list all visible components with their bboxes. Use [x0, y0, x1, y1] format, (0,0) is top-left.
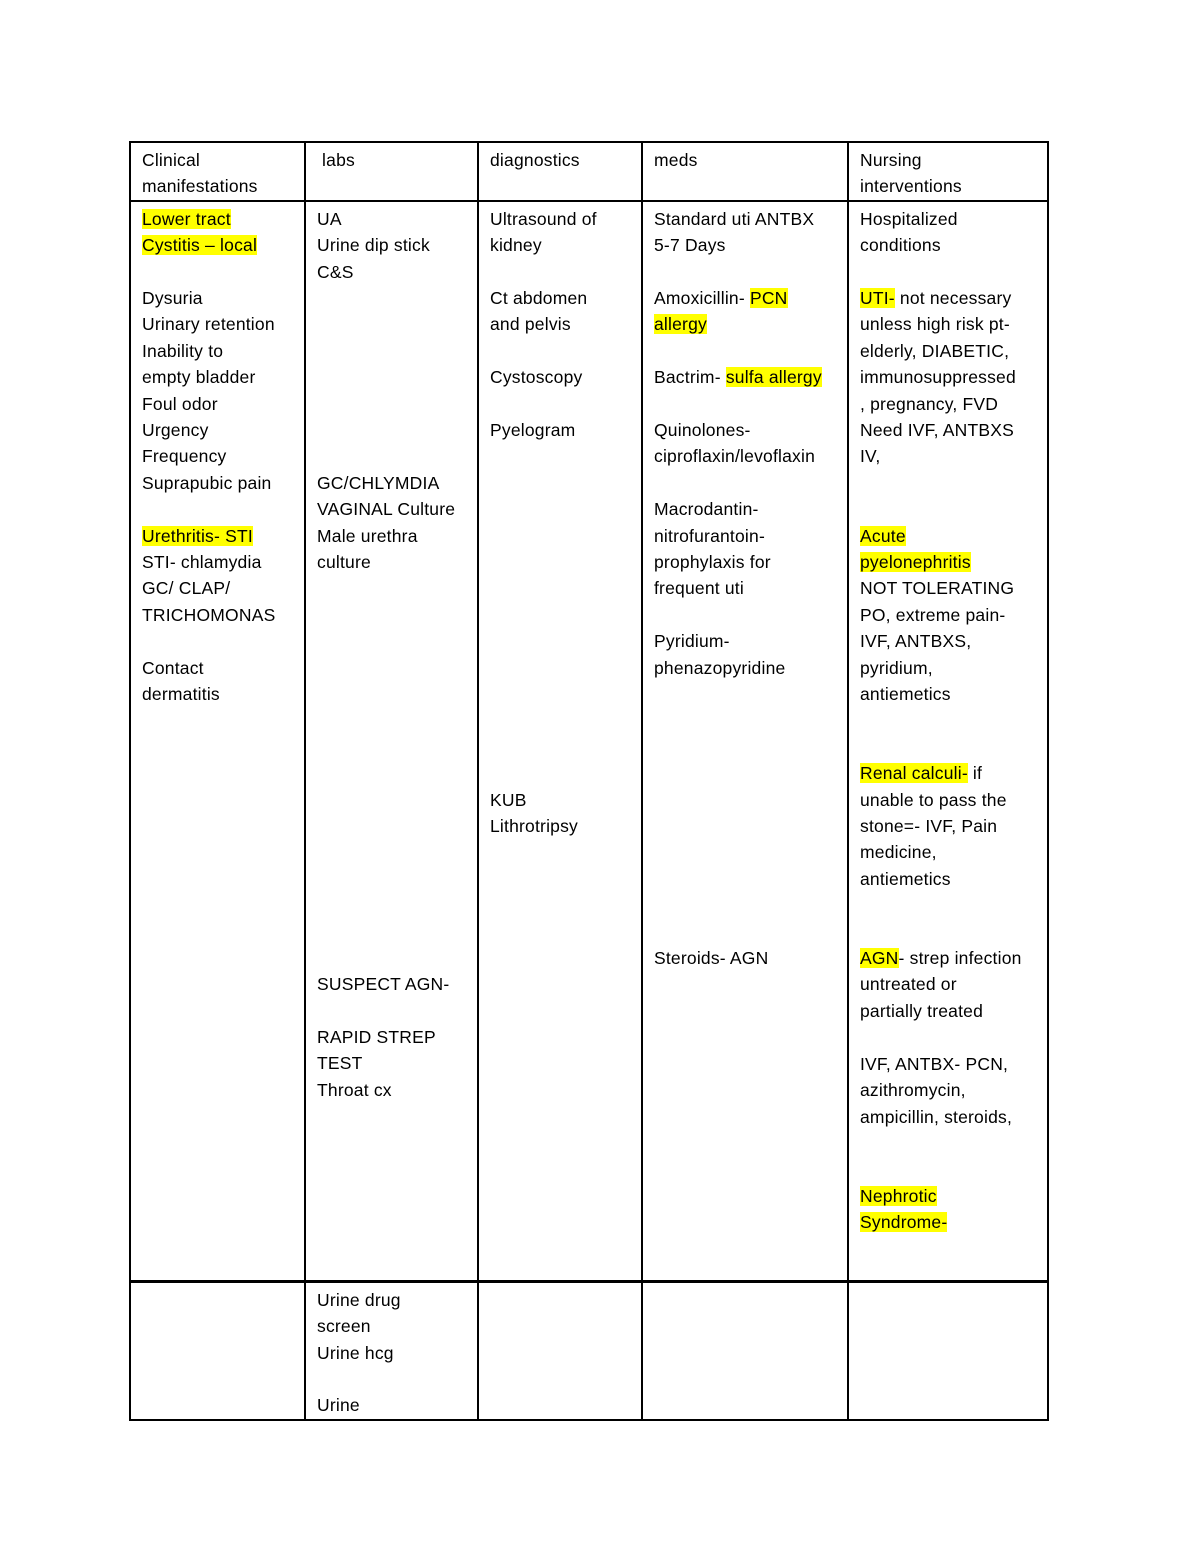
text-segment: antiemetics: [860, 684, 951, 705]
header-meds: [642, 142, 848, 201]
text-segment: Throat cx: [317, 1079, 392, 1100]
text-line: [317, 417, 467, 443]
text-line: [317, 285, 467, 311]
text-segment: frequent uti: [654, 578, 744, 599]
text-line: [490, 813, 631, 839]
text-line: [654, 945, 837, 971]
text-line: [860, 707, 1037, 733]
text-segment: Urgency: [142, 420, 209, 441]
text-line: [490, 443, 631, 469]
text-segment: unable to pass the: [860, 789, 1007, 810]
text-segment: Bactrim-: [654, 367, 726, 388]
text-line: [860, 813, 1037, 839]
text-line: [860, 417, 1037, 443]
text-line: [317, 1287, 467, 1313]
highlighted-text: Cystitis – local: [142, 235, 258, 256]
text-line: [654, 707, 837, 733]
text-segment: immunosuppressed: [860, 367, 1016, 388]
text-line: [317, 760, 467, 786]
text-line: [142, 523, 294, 549]
text-line: [317, 232, 467, 258]
text-line: [860, 311, 1037, 337]
text-segment: Inability to: [142, 340, 224, 361]
text-line: [317, 575, 467, 601]
text-segment: GC/CHLYMDIA: [317, 472, 440, 493]
text-line: [654, 496, 837, 522]
text-line: [490, 707, 631, 733]
text-segment: if: [967, 763, 983, 784]
text-segment: culture: [317, 551, 371, 572]
text-line: [860, 338, 1037, 364]
cell-labs-2: [305, 1281, 478, 1420]
text-line: [317, 470, 467, 496]
text-line: [654, 259, 837, 285]
text-line: [860, 1024, 1037, 1050]
text-line: [490, 232, 631, 258]
header-clinical-manifestations: [130, 142, 305, 201]
text-segment: Dysuria: [142, 288, 203, 309]
text-line: [317, 496, 467, 522]
text-line: [317, 866, 467, 892]
text-segment: PO, extreme pain-: [860, 604, 1006, 625]
text-line: [654, 285, 837, 311]
text-line: [317, 971, 467, 997]
text-line: [142, 655, 294, 681]
highlighted-text: AGN: [860, 948, 899, 969]
text-line: [142, 311, 294, 337]
text-line: [860, 892, 1037, 918]
text-segment: KUB: [490, 789, 527, 810]
header-text: diagnostics: [490, 150, 580, 170]
text-line: [860, 549, 1037, 575]
text-segment: and pelvis: [490, 314, 571, 335]
text-line: [490, 338, 631, 364]
text-segment: kidney: [490, 235, 542, 256]
highlighted-text: sulfa allergy: [725, 367, 822, 388]
text-line: [860, 734, 1037, 760]
text-segment: TRICHOMONAS: [142, 604, 276, 625]
text-line: [860, 391, 1037, 417]
text-line: [860, 1104, 1037, 1130]
text-segment: RAPID STREP: [317, 1027, 436, 1048]
text-line: [860, 628, 1037, 654]
text-segment: medicine,: [860, 842, 937, 863]
text-line: [654, 919, 837, 945]
text-line: [490, 787, 631, 813]
header-row: [130, 142, 1048, 201]
content-row: [130, 201, 1048, 1282]
text-segment: TEST: [317, 1053, 363, 1074]
cell-diagnostics: [478, 201, 642, 1282]
text-line: [317, 311, 467, 337]
text-segment: Suprapubic pain: [142, 472, 272, 493]
text-line: [142, 338, 294, 364]
text-line: [142, 443, 294, 469]
text-segment: VAGINAL Culture: [317, 499, 456, 520]
header-labs: [305, 142, 478, 201]
text-line: [317, 918, 467, 944]
text-segment: Ultrasound of: [490, 208, 597, 229]
text-segment: Pyelogram: [490, 420, 576, 441]
text-line: [142, 232, 294, 258]
text-line: [317, 602, 467, 628]
text-segment: Urine drug: [317, 1289, 401, 1310]
highlighted-text: Renal calculi-: [860, 763, 968, 784]
text-segment: ciproflaxin/levoflaxin: [654, 446, 816, 467]
text-line: [654, 232, 837, 258]
text-line: [317, 655, 467, 681]
text-line: [317, 734, 467, 760]
text-segment: - strep infection: [898, 948, 1022, 969]
text-line: [860, 945, 1037, 971]
header-text: Clinical manifestations: [142, 150, 258, 197]
header-text: labs: [317, 150, 355, 170]
text-line: [654, 575, 837, 601]
text-segment: Urinary retention: [142, 314, 275, 335]
text-segment: IVF, ANTBX- PCN,: [860, 1053, 1009, 1074]
text-line: [860, 1051, 1037, 1077]
text-line: [317, 813, 467, 839]
text-line: [317, 892, 467, 918]
text-line: [490, 206, 631, 232]
text-line: [317, 945, 467, 971]
text-line: [142, 470, 294, 496]
text-line: [654, 655, 837, 681]
text-line: [490, 681, 631, 707]
text-segment: Urine hcg: [317, 1342, 394, 1363]
text-segment: antiemetics: [860, 868, 951, 889]
text-segment: Lithrotripsy: [490, 815, 578, 836]
text-line: [317, 259, 467, 285]
text-line: [317, 1050, 467, 1076]
text-line: [860, 760, 1037, 786]
text-segment: Pyridium-: [654, 631, 730, 652]
text-line: [654, 206, 837, 232]
text-line: [317, 998, 467, 1024]
notes-table: [129, 141, 1049, 1421]
highlighted-text: PCN: [749, 288, 788, 309]
text-line: [142, 549, 294, 575]
text-line: [860, 998, 1037, 1024]
text-line: [654, 787, 837, 813]
text-line: [654, 338, 837, 364]
text-line: [654, 417, 837, 443]
text-line: [654, 839, 837, 865]
text-line: [317, 1392, 467, 1418]
text-line: [490, 364, 631, 390]
text-segment: phenazopyridine: [654, 657, 786, 678]
cell-nursing-interventions-2: [848, 1281, 1048, 1420]
highlighted-text: UTI-: [860, 288, 895, 309]
text-line: [860, 971, 1037, 997]
text-line: [317, 707, 467, 733]
text-line: [317, 1366, 467, 1392]
text-line: [490, 760, 631, 786]
text-line: [654, 391, 837, 417]
text-line: [860, 839, 1037, 865]
text-line: [317, 628, 467, 654]
cell-clinical-manifestations-2: [130, 1281, 305, 1420]
text-line: [142, 628, 294, 654]
text-line: [317, 443, 467, 469]
text-line: [142, 496, 294, 522]
text-line: [317, 1024, 467, 1050]
text-line: [317, 1313, 467, 1339]
header-nursing-interventions: [848, 142, 1048, 201]
text-line: [860, 364, 1037, 390]
text-segment: Male urethra: [317, 525, 418, 546]
text-line: [317, 364, 467, 390]
text-line: [142, 391, 294, 417]
text-line: [490, 734, 631, 760]
highlighted-text: Acute: [860, 525, 906, 546]
text-segment: prophylaxis for: [654, 552, 771, 573]
text-line: [860, 866, 1037, 892]
text-segment: IV,: [860, 446, 881, 467]
text-segment: not necessary: [894, 288, 1012, 309]
text-line: [860, 1130, 1037, 1156]
text-line: [142, 259, 294, 285]
text-line: [490, 417, 631, 443]
text-line: [654, 734, 837, 760]
highlighted-text: Nephrotic: [860, 1185, 937, 1206]
text-line: [142, 206, 294, 232]
text-line: [317, 523, 467, 549]
cell-clinical-manifestations: [130, 201, 305, 1282]
text-segment: Urine dip stick: [317, 235, 430, 256]
text-segment: , pregnancy, FVD: [860, 393, 999, 414]
text-line: [654, 549, 837, 575]
text-segment: pyridium,: [860, 657, 933, 678]
text-line: [490, 523, 631, 549]
text-segment: NOT TOLERATING: [860, 578, 1015, 599]
text-segment: untreated or: [860, 974, 957, 995]
text-line: [654, 681, 837, 707]
text-segment: unless high risk pt-: [860, 314, 1010, 335]
text-line: [654, 523, 837, 549]
text-segment: Cystoscopy: [490, 367, 583, 388]
highlighted-text: pyelonephritis: [860, 552, 971, 573]
text-line: [860, 1077, 1037, 1103]
text-line: [317, 1077, 467, 1103]
cell-diagnostics-2: [478, 1281, 642, 1420]
text-line: [317, 338, 467, 364]
cell-meds: [642, 201, 848, 1282]
text-line: [654, 760, 837, 786]
text-line: [142, 364, 294, 390]
text-segment: SUSPECT AGN-: [317, 974, 450, 995]
highlighted-text: allergy: [654, 314, 707, 335]
text-line: [654, 364, 837, 390]
header-text: Nursing interventions: [860, 150, 962, 197]
text-segment: dermatitis: [142, 684, 220, 705]
text-line: [142, 575, 294, 601]
text-segment: Standard uti ANTBX: [654, 208, 815, 229]
cell-labs: [305, 201, 478, 1282]
text-line: [860, 1156, 1037, 1182]
text-line: [317, 839, 467, 865]
text-line: [490, 602, 631, 628]
text-segment: UA: [317, 208, 342, 229]
text-line: [860, 259, 1037, 285]
text-line: [860, 1183, 1037, 1209]
text-segment: Amoxicillin-: [654, 288, 750, 309]
text-line: [142, 681, 294, 707]
text-line: [490, 259, 631, 285]
text-segment: Ct abdomen: [490, 288, 588, 309]
text-line: [490, 575, 631, 601]
text-line: [490, 470, 631, 496]
text-line: [860, 919, 1037, 945]
text-segment: Frequency: [142, 446, 227, 467]
text-line: [490, 655, 631, 681]
text-segment: 5-7 Days: [654, 235, 726, 256]
text-segment: Need IVF, ANTBXS: [860, 420, 1014, 441]
text-line: [860, 443, 1037, 469]
text-segment: STI- chlamydia: [142, 552, 262, 573]
text-line: [490, 311, 631, 337]
content-row-2: [130, 1281, 1048, 1420]
text-segment: empty bladder: [142, 367, 256, 388]
text-segment: GC/ CLAP/: [142, 578, 231, 599]
text-line: [860, 496, 1037, 522]
text-segment: screen: [317, 1316, 371, 1337]
text-segment: stone=- IVF, Pain: [860, 816, 998, 837]
text-segment: Hospitalized: [860, 208, 958, 229]
text-line: [490, 549, 631, 575]
text-line: [654, 628, 837, 654]
text-line: [654, 311, 837, 337]
text-segment: Foul odor: [142, 393, 218, 414]
text-segment: Urine: [317, 1395, 360, 1416]
text-line: [654, 813, 837, 839]
text-line: [860, 523, 1037, 549]
text-line: [860, 575, 1037, 601]
text-line: [654, 892, 837, 918]
text-line: [142, 285, 294, 311]
text-line: [317, 391, 467, 417]
text-line: [860, 602, 1037, 628]
text-line: [860, 206, 1037, 232]
text-line: [317, 206, 467, 232]
text-line: [142, 417, 294, 443]
text-line: [860, 232, 1037, 258]
text-segment: azithromycin,: [860, 1080, 966, 1101]
text-segment: partially treated: [860, 1000, 984, 1021]
text-segment: nitrofurantoin-: [654, 525, 765, 546]
text-line: [142, 602, 294, 628]
header-diagnostics: [478, 142, 642, 201]
text-line: [317, 787, 467, 813]
highlighted-text: Syndrome-: [860, 1212, 948, 1233]
text-segment: C&S: [317, 261, 354, 282]
text-segment: conditions: [860, 235, 941, 256]
text-line: [860, 285, 1037, 311]
text-line: [860, 655, 1037, 681]
text-line: [654, 443, 837, 469]
cell-meds-2: [642, 1281, 848, 1420]
text-line: [654, 866, 837, 892]
highlighted-text: Urethritis- STI: [142, 525, 253, 546]
text-line: [490, 496, 631, 522]
text-segment: ampicillin, steroids,: [860, 1106, 1013, 1127]
cell-nursing-interventions: [848, 201, 1048, 1282]
text-segment: IVF, ANTBXS,: [860, 631, 972, 652]
text-segment: Quinolones-: [654, 420, 751, 441]
text-line: [860, 470, 1037, 496]
text-segment: Steroids- AGN: [654, 947, 769, 968]
text-segment: Macrodantin-: [654, 499, 759, 520]
text-segment: elderly, DIABETIC,: [860, 340, 1010, 361]
text-segment: Contact: [142, 657, 204, 678]
text-line: [490, 285, 631, 311]
text-line: [317, 1340, 467, 1366]
highlighted-text: Lower tract: [142, 208, 231, 229]
text-line: [654, 602, 837, 628]
text-line: [490, 391, 631, 417]
text-line: [860, 1209, 1037, 1235]
text-line: [490, 628, 631, 654]
text-line: [317, 681, 467, 707]
text-line: [860, 787, 1037, 813]
text-line: [317, 549, 467, 575]
header-text: meds: [654, 150, 698, 170]
text-line: [860, 681, 1037, 707]
text-line: [654, 470, 837, 496]
